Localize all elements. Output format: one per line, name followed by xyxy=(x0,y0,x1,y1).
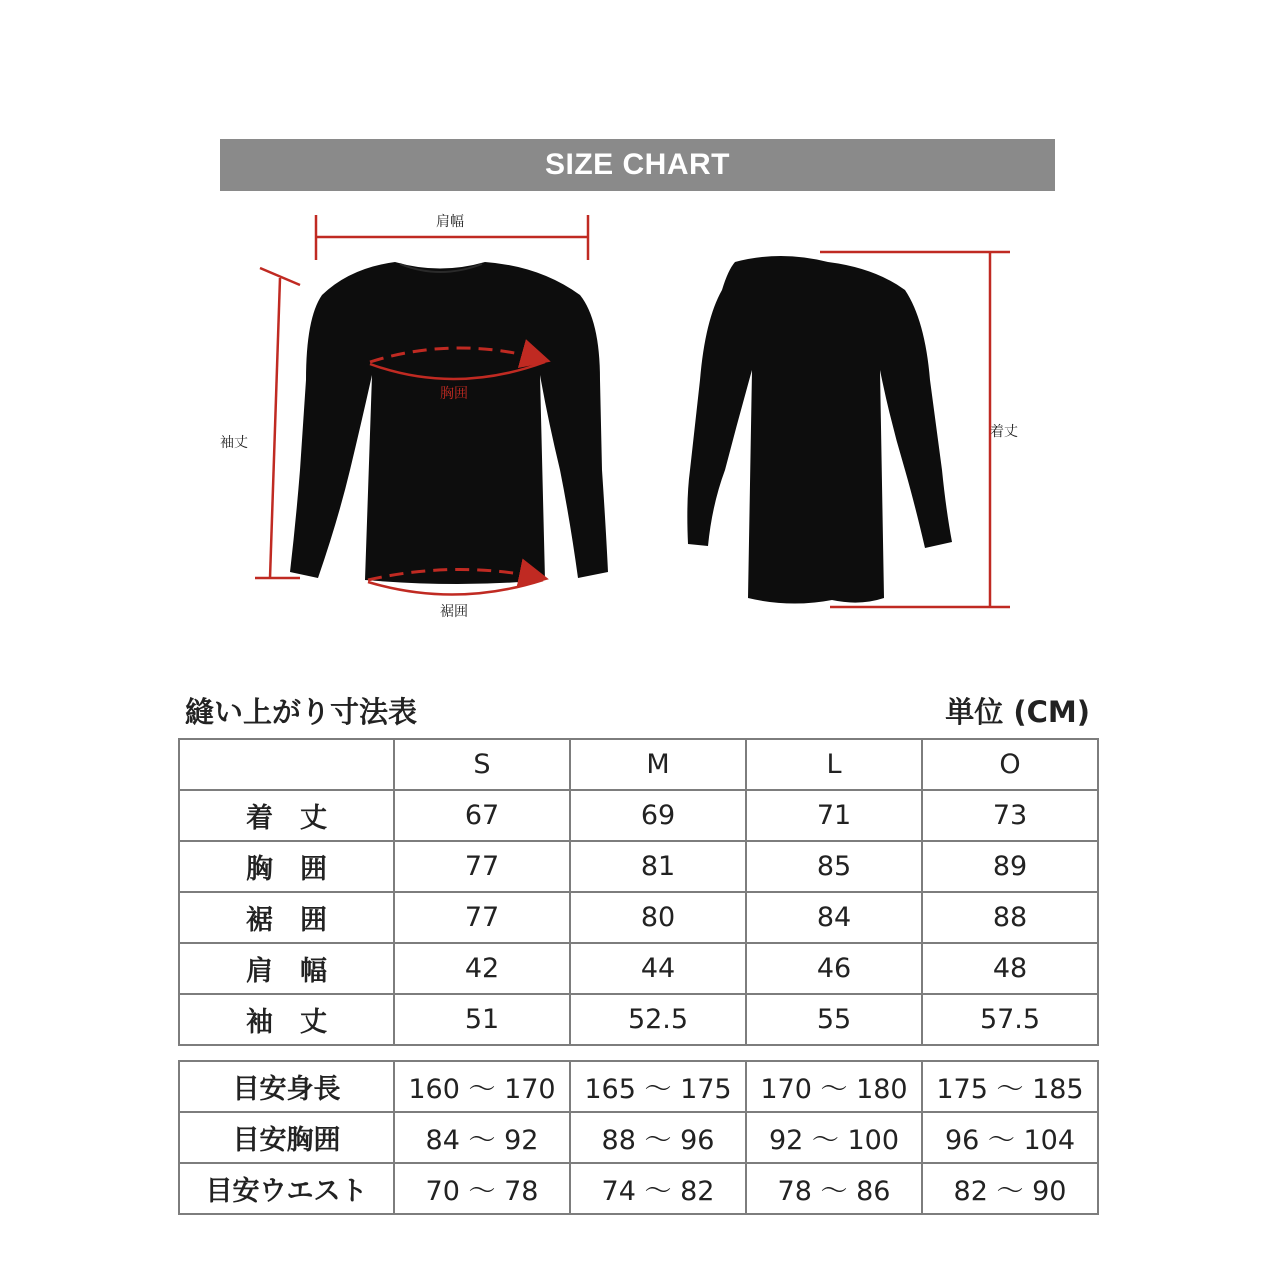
table-title: 縫い上がり寸法表 xyxy=(185,695,418,729)
table-row xyxy=(179,943,1098,994)
corner-cell xyxy=(179,739,394,790)
table-cell: 71 xyxy=(746,790,922,841)
table-cell: 80 xyxy=(570,892,746,943)
row-label: 裾 囲 xyxy=(179,892,394,943)
shirt-front xyxy=(290,262,608,584)
table-cell: 175 ～ 185 xyxy=(922,1061,1098,1112)
table-cell: 81 xyxy=(570,841,746,892)
table-cell: 82 ～ 90 xyxy=(922,1163,1098,1214)
size-chart-banner: SIZE CHART xyxy=(220,139,1055,191)
table-row xyxy=(179,994,1098,1045)
row-label: 肩 幅 xyxy=(179,943,394,994)
sleeve-measure-line xyxy=(255,268,300,578)
size-table xyxy=(178,738,1099,1046)
table-cell: 85 xyxy=(746,841,922,892)
size-header: M xyxy=(570,739,746,790)
table-cell: 51 xyxy=(394,994,570,1045)
row-label: 目安ウエスト xyxy=(179,1163,394,1214)
table-cell: 88 ～ 96 xyxy=(570,1112,746,1163)
table-row xyxy=(179,1061,1098,1112)
table-cell: 52.5 xyxy=(570,994,746,1045)
table-cell: 69 xyxy=(570,790,746,841)
table-cell: 48 xyxy=(922,943,1098,994)
table-row xyxy=(179,790,1098,841)
length-label: 着丈 xyxy=(990,424,1018,440)
table-cell: 74 ～ 82 xyxy=(570,1163,746,1214)
table-cell: 57.5 xyxy=(922,994,1098,1045)
table-cell: 77 xyxy=(394,841,570,892)
table-cell: 165 ～ 175 xyxy=(570,1061,746,1112)
table-row xyxy=(179,1163,1098,1214)
table-cell: 96 ～ 104 xyxy=(922,1112,1098,1163)
table-cell: 92 ～ 100 xyxy=(746,1112,922,1163)
hem-label: 裾囲 xyxy=(440,604,468,620)
table-row xyxy=(179,892,1098,943)
table-cell: 77 xyxy=(394,892,570,943)
table-cell: 42 xyxy=(394,943,570,994)
row-label: 胸 囲 xyxy=(179,841,394,892)
size-header: S xyxy=(394,739,570,790)
table-cell: 46 xyxy=(746,943,922,994)
guide-table xyxy=(178,1060,1099,1215)
unit-label: 単位 (CM) xyxy=(945,695,1090,729)
row-label: 袖 丈 xyxy=(179,994,394,1045)
table-cell: 84 xyxy=(746,892,922,943)
table-cell: 70 ～ 78 xyxy=(394,1163,570,1214)
table-row xyxy=(179,841,1098,892)
shoulder-label: 肩幅 xyxy=(436,214,464,230)
table-cell: 78 ～ 86 xyxy=(746,1163,922,1214)
size-header: O xyxy=(922,739,1098,790)
table-cell: 55 xyxy=(746,994,922,1045)
table-cell: 84 ～ 92 xyxy=(394,1112,570,1163)
row-label: 着 丈 xyxy=(179,790,394,841)
chest-label: 胸囲 xyxy=(440,386,468,402)
table-cell: 88 xyxy=(922,892,1098,943)
table-cell: 89 xyxy=(922,841,1098,892)
table-row xyxy=(179,1112,1098,1163)
table-cell: 67 xyxy=(394,790,570,841)
sleeve-label: 袖丈 xyxy=(220,435,248,451)
size-header: L xyxy=(746,739,922,790)
table-cell: 170 ～ 180 xyxy=(746,1061,922,1112)
table-header-row xyxy=(179,739,1098,790)
table-cell: 44 xyxy=(570,943,746,994)
table-cell: 73 xyxy=(922,790,1098,841)
table-cell: 160 ～ 170 xyxy=(394,1061,570,1112)
shirt-back xyxy=(687,256,952,604)
row-label: 目安胸囲 xyxy=(179,1112,394,1163)
row-label: 目安身長 xyxy=(179,1061,394,1112)
